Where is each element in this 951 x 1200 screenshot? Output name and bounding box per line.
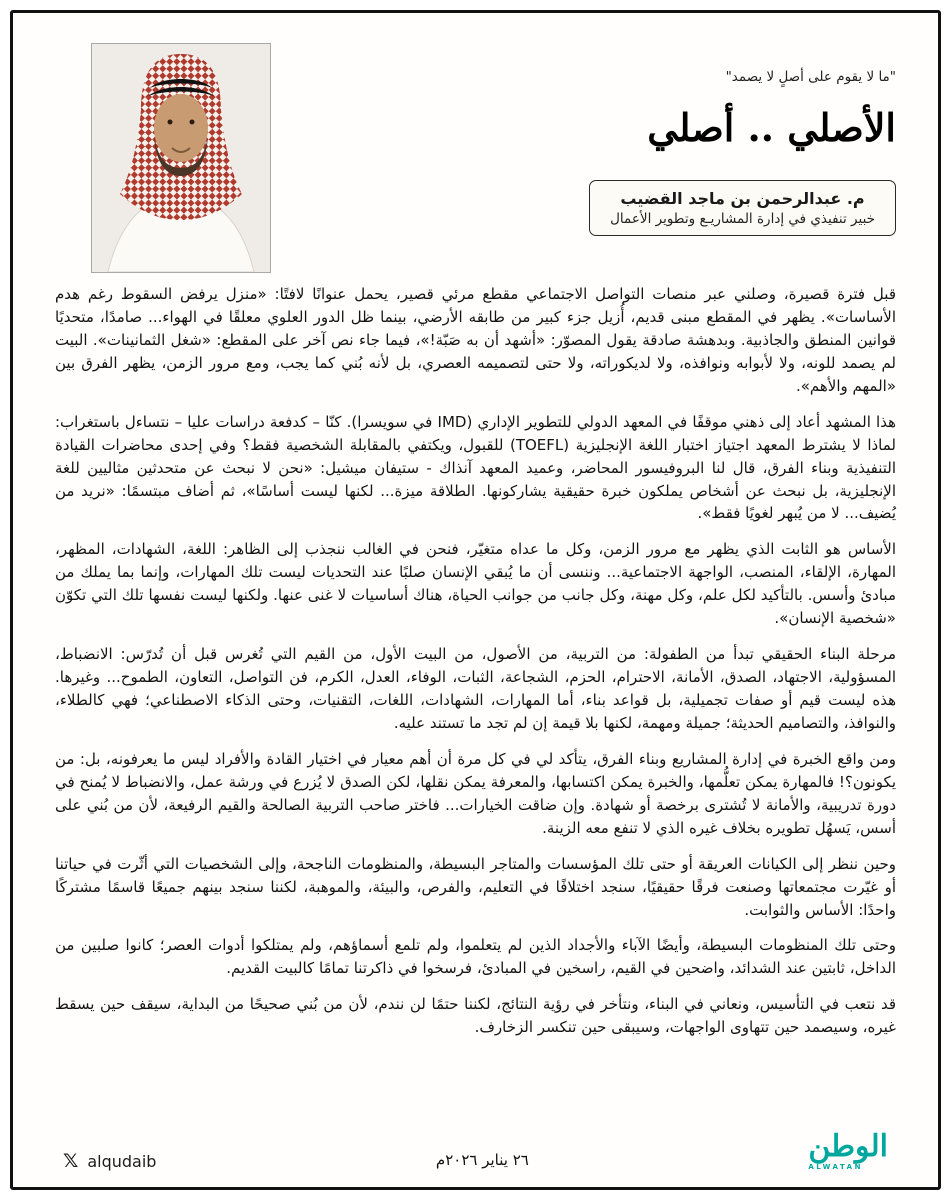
publication-date: ٢٦ يناير ٢٠٢٦م: [435, 1151, 529, 1169]
author-photo: [91, 43, 271, 273]
author-portrait-illustration: [92, 44, 270, 272]
paragraph: مرحلة البناء الحقيقي تبدأ من الطفولة: من التربية، من الأصول، من البيت الأول، من القيم التي تُغرس قبل أن تُدرّس: الانضباط، المسؤولية، الاجتهاد، الصدق، الأمانة، الاحترام، الحزم، الشجاعة، الثبات، الوفاء، العدل، الكرم، فن التواصل، التعاون، الطموح... وغيرها. هذه ليست قيم أو صفات تجميلية، بل قواعد بناء، أما المهارات، الشهادات، اللغات، التقنيات، وحتى الذكاء الاصطناعي؛ فهي كالطلاء، والنوافذ، والتصاميم الحديثة؛ جميلة ومهمة، لكنها بلا قيمة إن لم تجد ما تستند عليه.: [55, 645, 896, 732]
header-text-block: [589, 43, 896, 236]
x-handle[interactable]: [63, 1152, 156, 1171]
article-header: [55, 43, 896, 273]
page-footer: [55, 1128, 896, 1171]
paragraph: قبل فترة قصيرة، وصلني عبر منصات التواصل الاجتماعي مقطع مرئي قصير، يحمل عنوانًا لافتًا: «منزل يرفض السقوط رغم هدم الأساسات». يظهر في المقطع مبنى قديم، أُزيل جزء كبير من طابقه الأرضي، بينما ظل الدور العلوي معلقًا في الهواء... صامدًا، متحديًا قوانين المنطق والجاذبية. وبدهشة صادقة يقول المصوّر: «أشهد أن به صَبّة!»، فيما جاء نص آخر على المقطع: «شغل الثمانينات». البيت لم يصمد للونه، ولا لأبوابه ونوافذه، ولا لديكوراته، ولا حتى لتصميمه العصري، بل لأنه بُني كما يجب، ومع مرور الزمن، يظهر الفرق بين «المهم والأهم».: [55, 285, 896, 395]
paragraph: وحين ننظر إلى الكيانات العريقة أو حتى تلك المؤسسات والمتاجر البسيطة، والمنظومات الناجحة، وإلى الشخصيات التي أثّرت في حياتنا أو غيّرت مجتمعاتها وصنعت فرقًا حقيقيًا، سنجد اختلافًا في التعليم، والفرص، والبيئة، والموهبة، لكننا سنجد بينهم جميعًا قاسمًا مشتركًا واحدًا: الأساس والثوابت.: [55, 854, 896, 919]
alwatan-logo: [808, 1129, 888, 1171]
x-logo-icon: 𝕏: [63, 1150, 79, 1172]
author-box: [589, 180, 896, 236]
paragraph: وحتى تلك المنظومات البسيطة، وأيضًا الآباء والأجداد الذين لم يتعلموا، ولم تلمع أسماؤهم، ولم يمتلكوا أدوات العصر؛ كانوا صلبين من الداخل، ثابتين عند الشدائد، واضحين في القيم، راسخين في المبادئ، فرسخوا في ذاكرتنا تمامًا كالبيت القديم.: [55, 936, 896, 978]
page-border: [10, 10, 941, 1190]
paragraph: الأساس هو الثابت الذي يظهر مع مرور الزمن، وكل ما عداه متغيّر، فنحن في الغالب ننجذب إلى الظاهر: اللغة، الشهادات، المظهر، المهارة، الإلقاء، المنصب، الواجهة الاجتماعية... وننسى أن ما يُبقي الإنسان صلبًا عند التحديات ليست تلك المهارات، وإنما بما يملك من مبادئ وأسس. بالتأكيد لكل علم، وكل مهنة، وكل جانب من جوانب الحياة، هناك أساسيات لا غنى عنها. ولكنها ليست نفسها تلك التي تكوّن «شخصية الإنسان».: [55, 540, 896, 628]
paragraph: هذا المشهد أعاد إلى ذهني موقفًا في المعهد الدولي للتطوير الإداري (IMD في سويسرا). كنّا – كدفعة دراسات عليا – نتساءل باستغراب: لماذا لا يشترط المعهد اجتياز اختبار اللغة الإنجليزية (TOEFL) للقبول، ويكتفي بالمقابلة الشخصية فقط؟ وفي إحدى محاضرات القيادة التنفيذية وبناء الفرق، قال لنا البروفيسور المحاضر، وعميد المعهد آنذاك - ستيفان ميشيل: «نحن لا نبحث عن متحدثين مثاليين للغة الإنجليزية، بل نبحث عن أشخاص يملكون خبرة حقيقية يشاركونها. الطلاقة ميزة... لكنها ليست أساسًا»، ثم أضاف مبتسمًا: «نريد من يُضيف... لا من يُبهر لغويًا فقط».: [55, 412, 897, 523]
author-name: م. عبدالرحمن بن ماجد القضيب: [620, 189, 865, 208]
alwatan-logo-latin: ALWATAN: [808, 1163, 863, 1171]
paragraph: ومن واقع الخبرة في إدارة المشاريع وبناء الفرق، يتأكد لي في كل مرة أن أهم معيار في اختيار القادة والأفراد ليس ما يعرفونه، بل: من يكونون؟! فالمهارة يمكن تعلُّمها، والخبرة يمكن اكتسابها، والمعرفة يمكن نقلها، لكن الصدق لا يُزرع في ورشة عمل، والانضباط لا يُمنح في دورة تدريبية، والأمانة لا تُشترى برخصة أو شهادة. وإن ضاقت الخيارات... فاختر صاحب التربية الصالحة والقيم الرفيعة، لأن من بُني على أسس، يَسهُل تطويره بخلاف غيره الذي لا تنفع معه الزينة.: [55, 749, 896, 837]
epigraph-quote: "ما لا يقوم على أصلٍ لا يصمد": [725, 69, 896, 85]
alwatan-logo-arabic: الوطن: [808, 1129, 888, 1164]
paragraph: قد نتعب في التأسيس، ونعاني في البناء، ونتأخر في رؤية النتائج، لكننا حتمًا لن نندم، لأن من بُني صحيحًا من البداية، سيقف حين يسقط غيره، وسيصمد حين تتهاوى الواجهات، وسيبقى حين تنكسر الزخارف.: [55, 995, 896, 1037]
article-title: الأصلي .. أصلي: [647, 105, 896, 150]
x-handle-label: alqudaib: [87, 1152, 157, 1171]
author-role: خبير تنفيذي في إدارة المشاريـع وتطوير الأعمال: [610, 211, 875, 227]
article-body: [55, 283, 896, 1128]
